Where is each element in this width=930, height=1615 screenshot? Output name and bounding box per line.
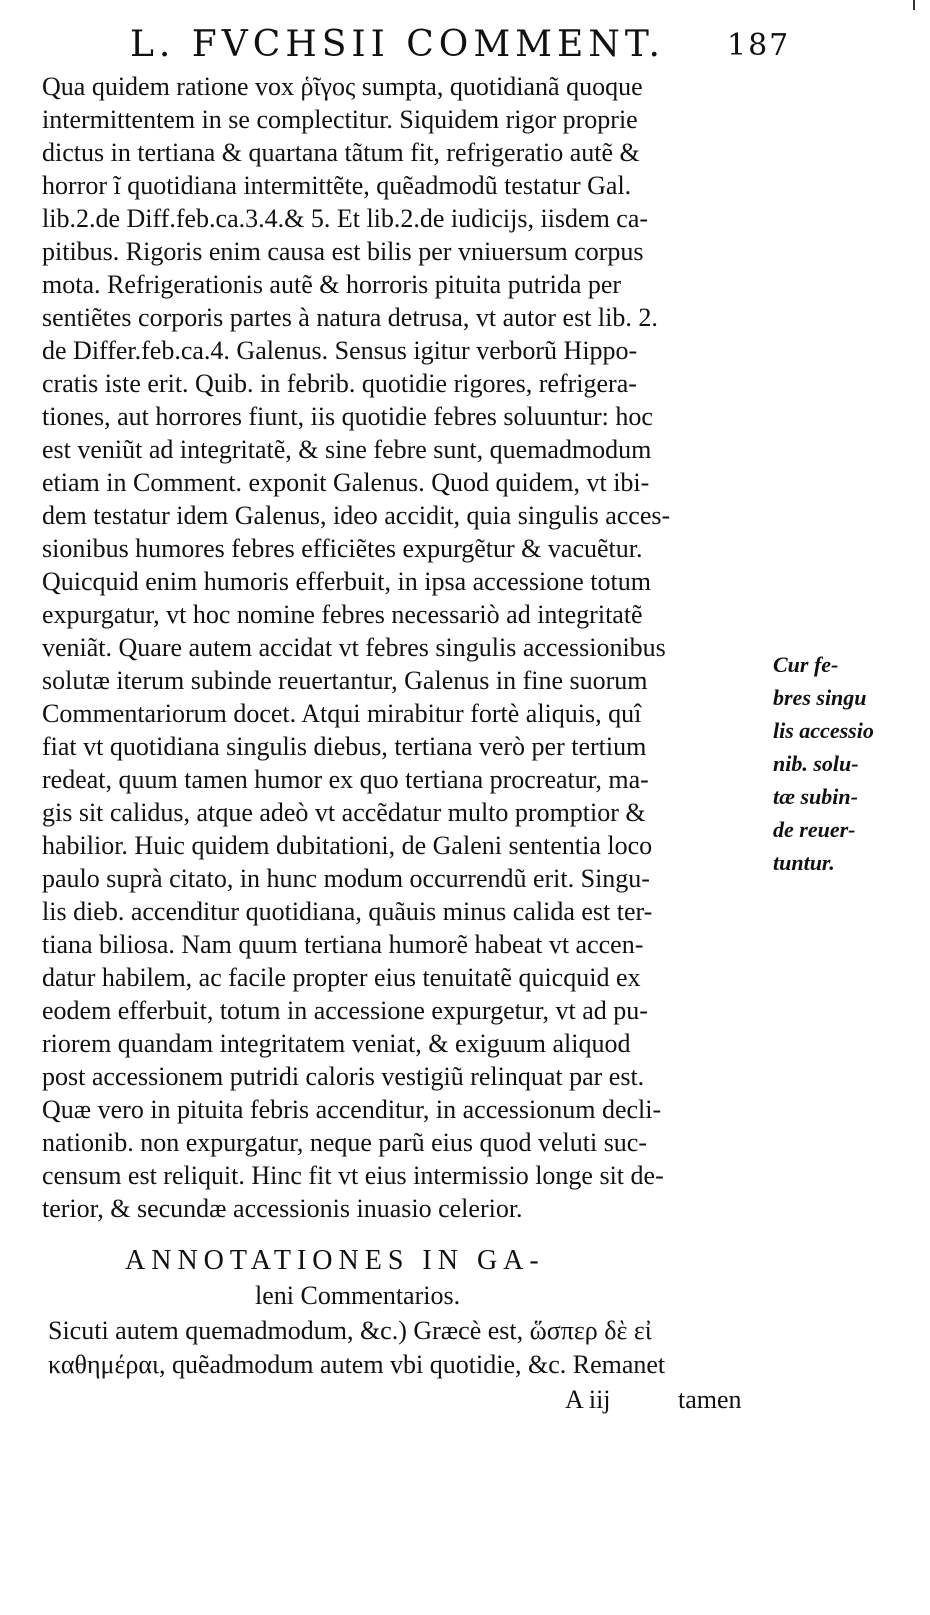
margin-note-line: bres singu	[773, 685, 867, 710]
text-line: datur habilem, ac facile propter eius tenuitatẽ quicquid ex	[42, 963, 641, 992]
text-line: riorem quandam integritatem veniat, & exiguum aliquod	[42, 1029, 631, 1058]
text-line: etiam in Comment. exponit Galenus. Quod quidem, vt ibi-	[42, 468, 650, 497]
text-line: lib.2.de Diff.feb.ca.3.4.& 5. Et lib.2.de iudicijs, iisdem ca-	[42, 204, 649, 233]
margin-note-line: nib. solu-	[773, 751, 859, 776]
edge-mark	[913, 0, 915, 10]
margin-note-line: tæ subin-	[773, 784, 858, 809]
text-line: habilior. Huic quidem dubitationi, de Galeni sententia loco	[42, 831, 653, 860]
annotations-subheading: leni Commentarios.	[255, 1281, 461, 1310]
text-line: post accessionem putridi caloris vestigiũ relinquat par est.	[42, 1062, 645, 1091]
page-number: 187	[727, 28, 791, 63]
text-line: horror ĩ quotidiana intermittẽte, quẽadmodũ testatur Gal.	[42, 171, 632, 200]
text-line: cratis iste erit. Quib. in febrib. quotidie rigores, refrigera-	[42, 369, 637, 398]
text-line: sentiẽtes corporis partes à natura detrusa, vt autor est lib. 2.	[42, 303, 658, 332]
text-line: nationib. non expurgatur, neque parũ eius quod veluti suc-	[42, 1128, 648, 1157]
text-line: dem testatur idem Galenus, ideo accidit, quia singulis acces-	[42, 501, 671, 530]
running-title: L. FVCHSII COMMENT.	[130, 24, 665, 65]
text-line: redeat, quum tamen humor ex quo tertiana procreatur, ma-	[42, 765, 649, 794]
text-line: expurgatur, vt hoc nomine febres necessariò ad integritatẽ	[42, 600, 643, 629]
text-line: tiones, aut horrores fiunt, iis quotidie febres soluuntur: hoc	[42, 402, 653, 431]
text-line: Quæ vero in pituita febris accenditur, in accessionum decli-	[42, 1095, 662, 1124]
annotation-line: Sicuti autem quemadmodum, &c.) Græcè est, ὥσπερ δὲ εἰ	[48, 1316, 652, 1345]
text-line: Commentariorum docet. Atqui mirabitur fortè aliquis, quî	[42, 699, 642, 728]
text-line: intermittentem in se complectitur. Siquidem rigor proprie	[42, 105, 638, 134]
margin-note-line: lis accessio	[773, 718, 874, 743]
text-line: de Differ.feb.ca.4. Galenus. Sensus igitur verborũ Hippo-	[42, 336, 638, 365]
annotation-line: καθημέραι, quẽadmodum autem vbi quotidie, &c. Remanet	[48, 1350, 666, 1379]
margin-note-line: Cur fe-	[773, 652, 839, 677]
margin-note-line: tuntur.	[773, 850, 835, 875]
signature-mark: A iij	[565, 1385, 611, 1414]
text-line: est veniũt ad integritatẽ, & sine febre sunt, quemadmodum	[42, 435, 652, 464]
text-line: Qua quidem ratione vox ῥῖγος sumpta, quotidianã quoque	[42, 72, 643, 101]
text-line: sionibus humores febres efficiẽtes expurgẽtur & vacuẽtur.	[42, 534, 643, 563]
text-line: pitibus. Rigoris enim causa est bilis per vniuersum corpus	[42, 237, 644, 266]
text-line: solutæ iterum subinde reuertantur, Galenus in fine suorum	[42, 666, 648, 695]
text-line: dictus in tertiana & quartana tãtum fit, refrigeratio autẽ &	[42, 138, 640, 167]
text-line: terior, & secundæ accessionis inuasio celerior.	[42, 1194, 523, 1223]
text-line: paulo suprà citato, in hunc modum occurrendũ erit. Singu-	[42, 864, 650, 893]
text-line: fiat vt quotidiana singulis diebus, tertiana verò per tertium	[42, 732, 647, 761]
text-line: tiana biliosa. Nam quum tertiana humorẽ habeat vt accen-	[42, 930, 644, 959]
text-line: gis sit calidus, atque adeò vt accẽdatur multo promptior &	[42, 798, 646, 827]
text-line: mota. Refrigerationis autẽ & horroris pituita putrida per	[42, 270, 622, 299]
text-line: lis dieb. accenditur quotidiana, quãuis minus calida est ter-	[42, 897, 653, 926]
margin-note-line: de reuer-	[773, 817, 856, 842]
text-line: Quicquid enim humoris efferbuit, in ipsa accessione totum	[42, 567, 651, 596]
text-line: veniãt. Quare autem accidat vt febres singulis accessionibus	[42, 633, 666, 662]
annotations-heading: ANNOTATIONES IN GA-	[125, 1245, 545, 1276]
catchword: tamen	[678, 1385, 742, 1414]
text-line: censum est reliquit. Hinc fit vt eius intermissio longe sit de-	[42, 1161, 664, 1190]
text-line: eodem efferbuit, totum in accessione expurgetur, vt ad pu-	[42, 996, 648, 1025]
